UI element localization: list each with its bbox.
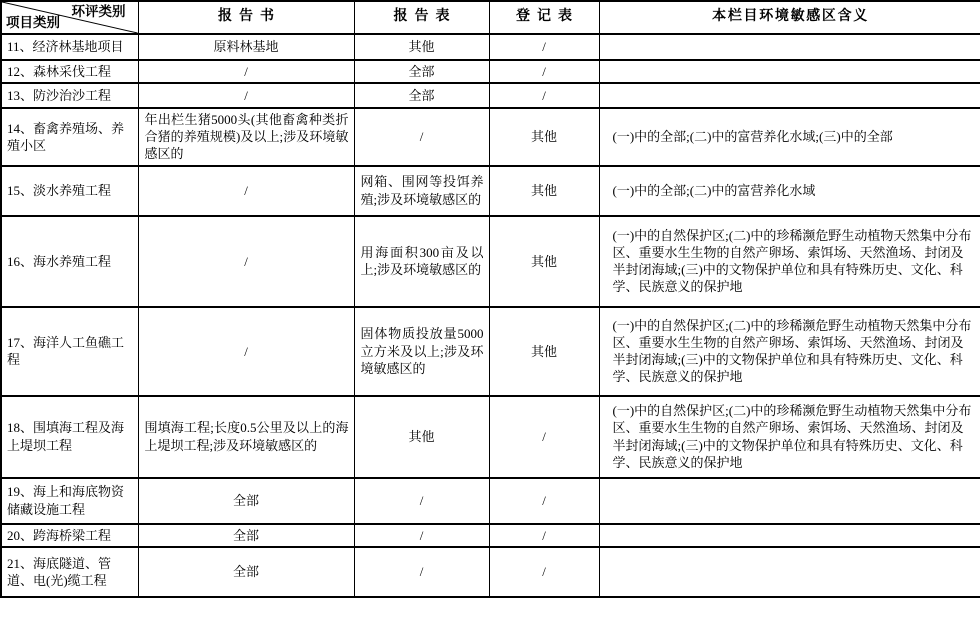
meaning-cell: (一)中的全部;(二)中的富营养化水域;(三)中的全部 <box>599 108 980 165</box>
report-book-cell: 全部 <box>138 478 354 524</box>
registration-form-cell: / <box>489 524 599 547</box>
registration-form-cell: / <box>489 83 599 108</box>
meaning-cell <box>599 547 980 597</box>
category-cell: 15、淡水养殖工程 <box>1 166 138 216</box>
category-cell: 11、经济林基地项目 <box>1 34 138 60</box>
meaning-cell: (一)中的自然保护区;(二)中的珍稀濒危野生动植物天然集中分布区、重要水生生物的自然产卵场、索饵场、天然渔场、封闭及半封闭海域;(三)中的文物保护单位和具有特殊历史、文化、科学、民族意义的保护地 <box>599 396 980 478</box>
registration-form-cell: 其他 <box>489 108 599 165</box>
report-form-cell: / <box>354 547 489 597</box>
report-book-cell: / <box>138 307 354 396</box>
corner-label-eia-category: 环评类别 <box>71 4 126 19</box>
table-row <box>1 108 980 165</box>
report-book-cell: 原料林基地 <box>138 34 354 60</box>
report-form-cell: / <box>354 478 489 524</box>
registration-form-cell: 其他 <box>489 166 599 216</box>
registration-form-cell: 其他 <box>489 307 599 396</box>
corner-header-cell <box>1 1 138 34</box>
report-book-cell: 围填海工程;长度0.5公里及以上的海上堤坝工程;涉及环境敏感区的 <box>138 396 354 478</box>
registration-form-cell: / <box>489 60 599 83</box>
report-form-cell: 其他 <box>354 396 489 478</box>
header-meaning: 本栏目环境敏感区含义 <box>599 1 980 34</box>
registration-form-cell: / <box>489 547 599 597</box>
table-row <box>1 524 980 547</box>
category-cell: 13、防沙治沙工程 <box>1 83 138 108</box>
meaning-cell <box>599 83 980 108</box>
registration-form-cell: / <box>489 396 599 478</box>
table-row <box>1 83 980 108</box>
header-row <box>1 1 980 34</box>
report-form-cell: 全部 <box>354 60 489 83</box>
category-cell: 20、跨海桥梁工程 <box>1 524 138 547</box>
meaning-cell <box>599 60 980 83</box>
corner-label-project-category: 项目类别 <box>6 15 60 31</box>
category-cell: 14、畜禽养殖场、养殖小区 <box>1 108 138 165</box>
registration-form-cell: / <box>489 34 599 60</box>
registration-form-cell: 其他 <box>489 216 599 307</box>
report-book-cell: / <box>138 60 354 83</box>
table-row <box>1 166 980 216</box>
meaning-cell: (一)中的自然保护区;(二)中的珍稀濒危野生动植物天然集中分布区、重要水生生物的自然产卵场、索饵场、天然渔场、封闭及半封闭海域;(三)中的文物保护单位和具有特殊历史、文化、科学、民族意义的保护地 <box>599 307 980 396</box>
header-report-form: 报告表 <box>354 1 489 34</box>
report-book-cell: / <box>138 166 354 216</box>
report-book-cell: 年出栏生猪5000头(其他畜禽种类折合猪的养殖规模)及以上;涉及环境敏感区的 <box>138 108 354 165</box>
report-book-cell: 全部 <box>138 524 354 547</box>
report-form-cell: / <box>354 108 489 165</box>
report-form-cell: 其他 <box>354 34 489 60</box>
meaning-cell <box>599 478 980 524</box>
category-cell: 17、海洋人工鱼礁工程 <box>1 307 138 396</box>
report-form-cell: 固体物质投放量5000立方米及以上;涉及环境敏感区的 <box>354 307 489 396</box>
report-form-cell: 全部 <box>354 83 489 108</box>
report-form-cell: 用海面积300亩及以上;涉及环境敏感区的 <box>354 216 489 307</box>
table-row <box>1 216 980 307</box>
category-cell: 18、围填海工程及海上堤坝工程 <box>1 396 138 478</box>
table-row <box>1 396 980 478</box>
category-cell: 19、海上和海底物资储藏设施工程 <box>1 478 138 524</box>
category-cell: 16、海水养殖工程 <box>1 216 138 307</box>
report-book-cell: 全部 <box>138 547 354 597</box>
report-book-cell: / <box>138 83 354 108</box>
table-row <box>1 478 980 524</box>
report-form-cell: / <box>354 524 489 547</box>
table-row <box>1 34 980 60</box>
table-row <box>1 307 980 396</box>
registration-form-cell: / <box>489 478 599 524</box>
meaning-cell <box>599 34 980 60</box>
table-row <box>1 547 980 597</box>
header-registration-form: 登记表 <box>489 1 599 34</box>
meaning-cell: (一)中的全部;(二)中的富营养化水域 <box>599 166 980 216</box>
report-book-cell: / <box>138 216 354 307</box>
header-report-book: 报告书 <box>138 1 354 34</box>
table-row <box>1 60 980 83</box>
meaning-cell <box>599 524 980 547</box>
report-form-cell: 网箱、围网等投饵养殖;涉及环境敏感区的 <box>354 166 489 216</box>
category-cell: 12、森林采伐工程 <box>1 60 138 83</box>
meaning-cell: (一)中的自然保护区;(二)中的珍稀濒危野生动植物天然集中分布区、重要水生生物的自然产卵场、索饵场、天然渔场、封闭及半封闭海域;(三)中的文物保护单位和具有特殊历史、文化、科学、民族意义的保护地 <box>599 216 980 307</box>
category-cell: 21、海底隧道、管道、电(光)缆工程 <box>1 547 138 597</box>
